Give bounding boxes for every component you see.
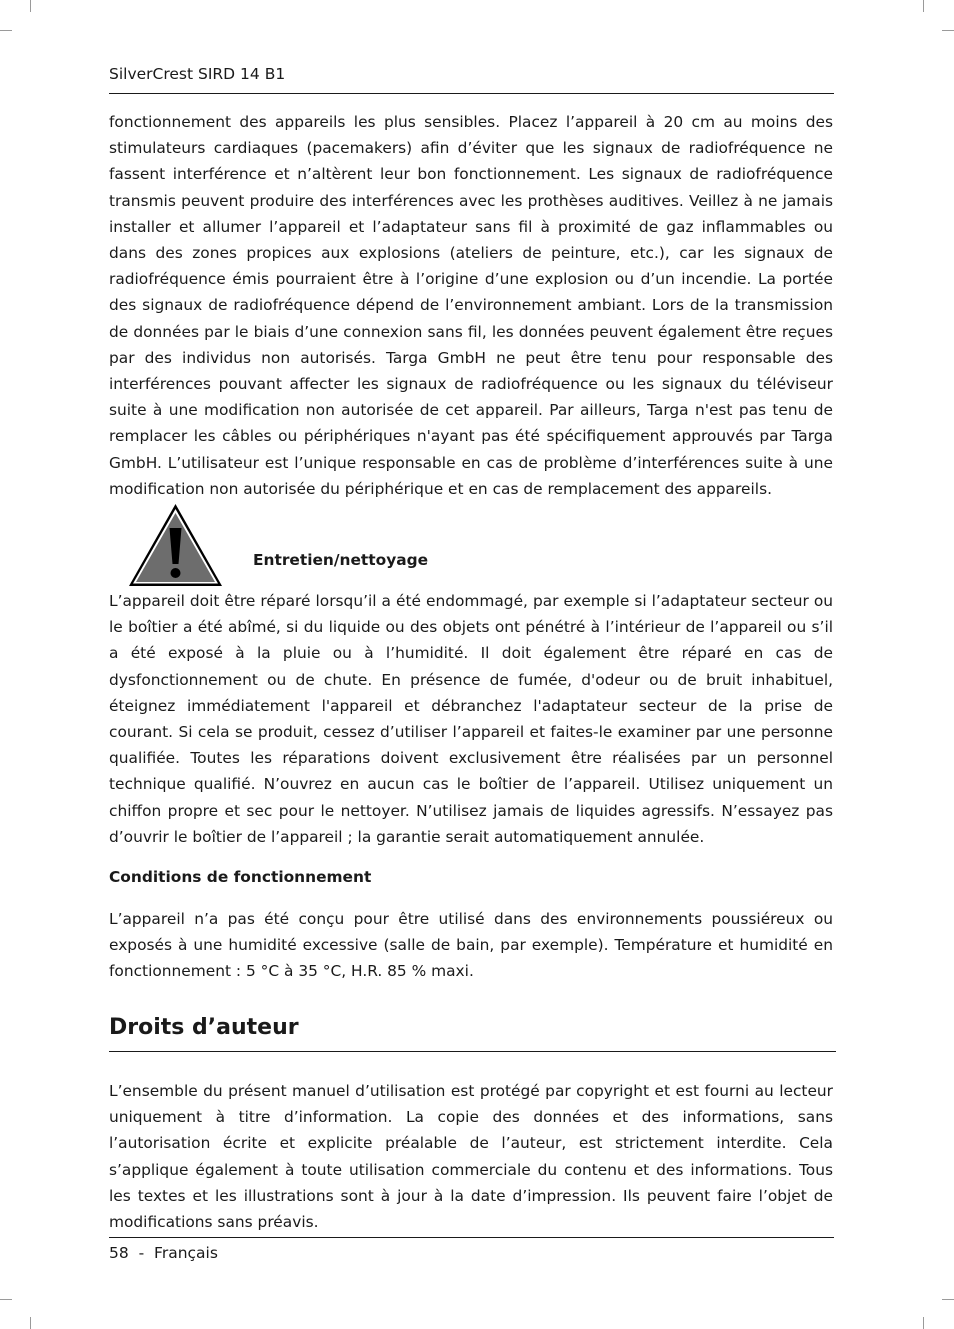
crop-mark	[923, 1317, 924, 1329]
page-number: 58	[109, 1244, 129, 1262]
warning-icon	[127, 502, 224, 588]
maintenance-paragraph: L’appareil doit être réparé lorsqu’il a été endommagé, par exemple si l’adaptateur secteur ou le boîtier a été abîmé, si du liquide ou des objets ont pénétré à l’intérieur de l’appareil ou s’il a été exposé à la pluie ou à l’humidité. Il doit également être réparé en cas de dysfonctionnement ou de chute. En présence de fumée, d'odeur ou de bruit inhabituel, éteignez immédiatement l'appareil et débranchez l'adaptateur secteur de la prise de courant. Si cela se produit, cessez d’utiliser l’appareil et faites-le examiner par une personne qualifiée. Toutes les réparations doivent exclusivement être réalisées par un personnel technique qualifié. N’ouvrez en aucun cas le boîtier de l’appareil. Utilisez uniquement un chiffon propre et sec pour le nettoyer. N’utilisez jamais de liquides agressifs. N’essayez pas d’ouvrir le boîtier de l’appareil ; la garantie serait automatiquement annulée.	[109, 592, 833, 846]
crop-mark	[0, 1299, 12, 1300]
crop-mark	[30, 0, 31, 12]
crop-mark	[942, 1299, 954, 1300]
page-footer	[109, 1242, 218, 1264]
footer-language: Français	[154, 1244, 218, 1262]
header-rule	[109, 93, 834, 94]
crop-mark	[0, 30, 12, 31]
running-header: SilverCrest SIRD 14 B1	[109, 65, 286, 83]
crop-mark	[923, 0, 924, 12]
conditions-paragraph: L’appareil n’a pas été conçu pour être utilisé dans des environnements poussiéreux ou exposés à une humidité excessive (salle de bain, par exemple). Température et humidité en fonctionnement : 5 °C à 35 °C, H.R. 85 % maxi.	[109, 910, 833, 981]
crop-mark	[942, 30, 954, 31]
conditions-heading: Conditions de fonctionnement	[109, 868, 372, 886]
copyright-heading: Droits d’auteur	[109, 1015, 299, 1040]
footer-rule	[109, 1237, 834, 1238]
intro-paragraph: fonctionnement des appareils les plus sensibles. Placez l’appareil à 20 cm au moins des stimulateurs cardiaques (pacemakers) afin d’éviter que les signaux de radiofréquence ne fassent interférence et n’altèrent leur bon fonctionnement. Les signaux de radiofréquence transmis peuvent produire des interférences avec les prothèses auditives. Veillez à ne jamais installer et allumer l’appareil et l’adaptateur sans fil à proximité de gaz inflammables ou dans des zones propices aux explosions (ateliers de peinture, etc.), car les signaux de radiofréquence émis pourraient être à l’origine d’une explosion ou d’un incendie. La portée des signaux de radiofréquence dépend de l’environnement ambiant. Lors de la transmission de données par le biais d’une connexion sans fil, les données peuvent également être reçues par des individus non autorisés. Targa GmbH ne peut être tenu pour responsable des interférences pouvant affecter les signaux de radiofréquence ou les signaux du téléviseur suite à une modification non autorisée de cet appareil. Par ailleurs, Targa n'est pas tenu de remplacer les câbles ou périphériques n'ayant pas été spécifiquement approuvés par Targa GmbH. L’utilisateur est l’unique responsable en cas de problème d’interférences suite à une modification non autorisée du périphérique et en cas de remplacement des appareils.	[109, 113, 833, 498]
footer-separator: -	[138, 1244, 145, 1262]
maintenance-heading: Entretien/nettoyage	[253, 551, 429, 569]
copyright-paragraph: L’ensemble du présent manuel d’utilisation est protégé par copyright et est fourni au lecteur uniquement à titre d’information. La copie des données et des informations, sans l’autorisation écrite et explicite préalable de l’auteur, est strictement interdite. Cela s’applique également à toute utilisation commerciale du contenu et des informations. Tous les textes et les illustrations sont à jour à la date d’impression. Ils peuvent faire l’objet de modifications sans préavis.	[109, 1082, 833, 1232]
crop-mark	[30, 1317, 31, 1329]
section-rule	[109, 1051, 836, 1052]
